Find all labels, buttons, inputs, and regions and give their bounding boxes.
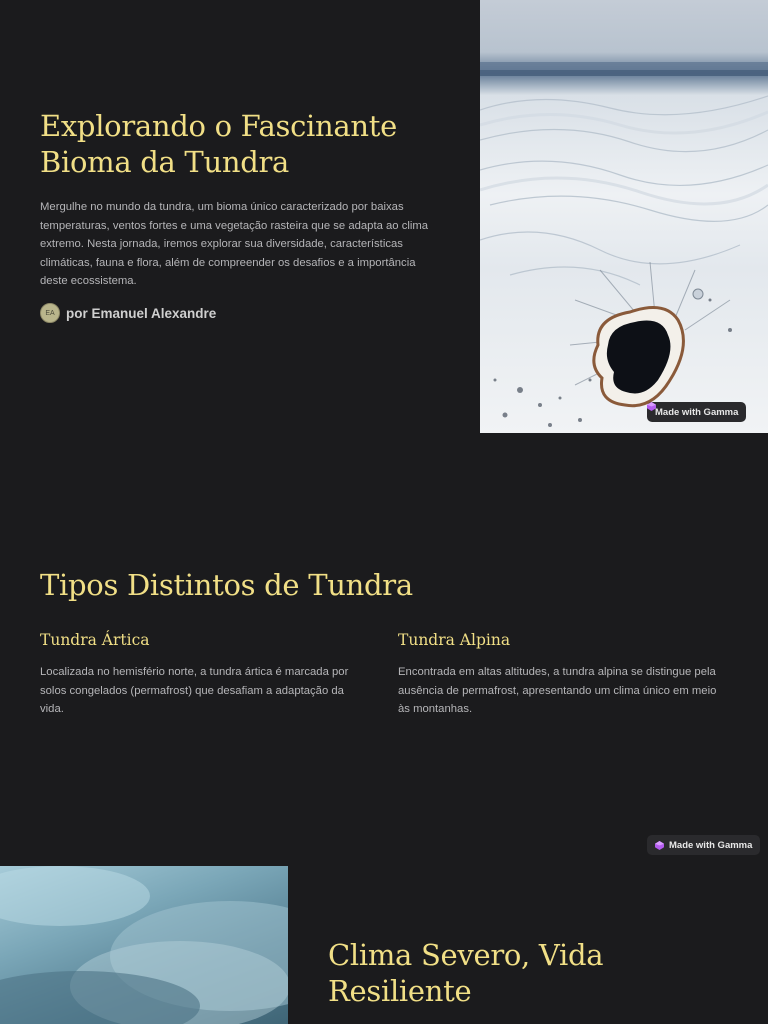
column-title-arctic: Tundra Ártica bbox=[40, 631, 150, 649]
badge-label: Made with Gamma bbox=[669, 839, 753, 851]
author-name: por Emanuel Alexandre bbox=[66, 305, 217, 321]
column-text-alpine: Encontrada em altas altitudes, a tundra alpina se distingue pela ausência de permafrost, apresentando um clima único em meio às montanhas. bbox=[398, 666, 717, 716]
slide-title: Clima Severo, Vida Resiliente bbox=[328, 938, 604, 1008]
gamma-gem-icon bbox=[655, 841, 664, 850]
climate-image-cloudy-sky bbox=[0, 866, 288, 1024]
slide-title: Explorando o Fascinante Bioma da Tundra bbox=[40, 109, 397, 179]
slide-description: Mergulhe no mundo da tundra, um bioma único caracterizado por baixas temperaturas, ventos fortes e uma vegetação rasteira que se adapta ao clima extremo. Nesta jornada, iremos explorar sua diversidade, características climáticas, fauna e flora, além de compreender os desafios e a importância deste ecossistema. bbox=[40, 201, 429, 288]
made-with-gamma-badge[interactable] bbox=[647, 835, 760, 855]
badge-label: Made with Gamma bbox=[655, 406, 739, 418]
slide-title: Tipos Distintos de Tundra bbox=[40, 568, 413, 602]
tundra-landscape-illustration bbox=[480, 0, 768, 433]
column-text-arctic: Localizada no hemisfério norte, a tundra ártica é marcada por solos congelados (permafrost) que desafiam a adaptação da vida. bbox=[40, 666, 349, 716]
made-with-gamma-badge[interactable] bbox=[647, 402, 746, 422]
author-byline bbox=[40, 303, 216, 323]
column-title-alpine: Tundra Alpina bbox=[398, 631, 511, 649]
cloud-illustration bbox=[0, 866, 288, 1024]
hero-image-frozen-lake bbox=[480, 0, 768, 433]
gamma-gem-icon bbox=[647, 402, 656, 411]
avatar: EA bbox=[40, 303, 60, 323]
